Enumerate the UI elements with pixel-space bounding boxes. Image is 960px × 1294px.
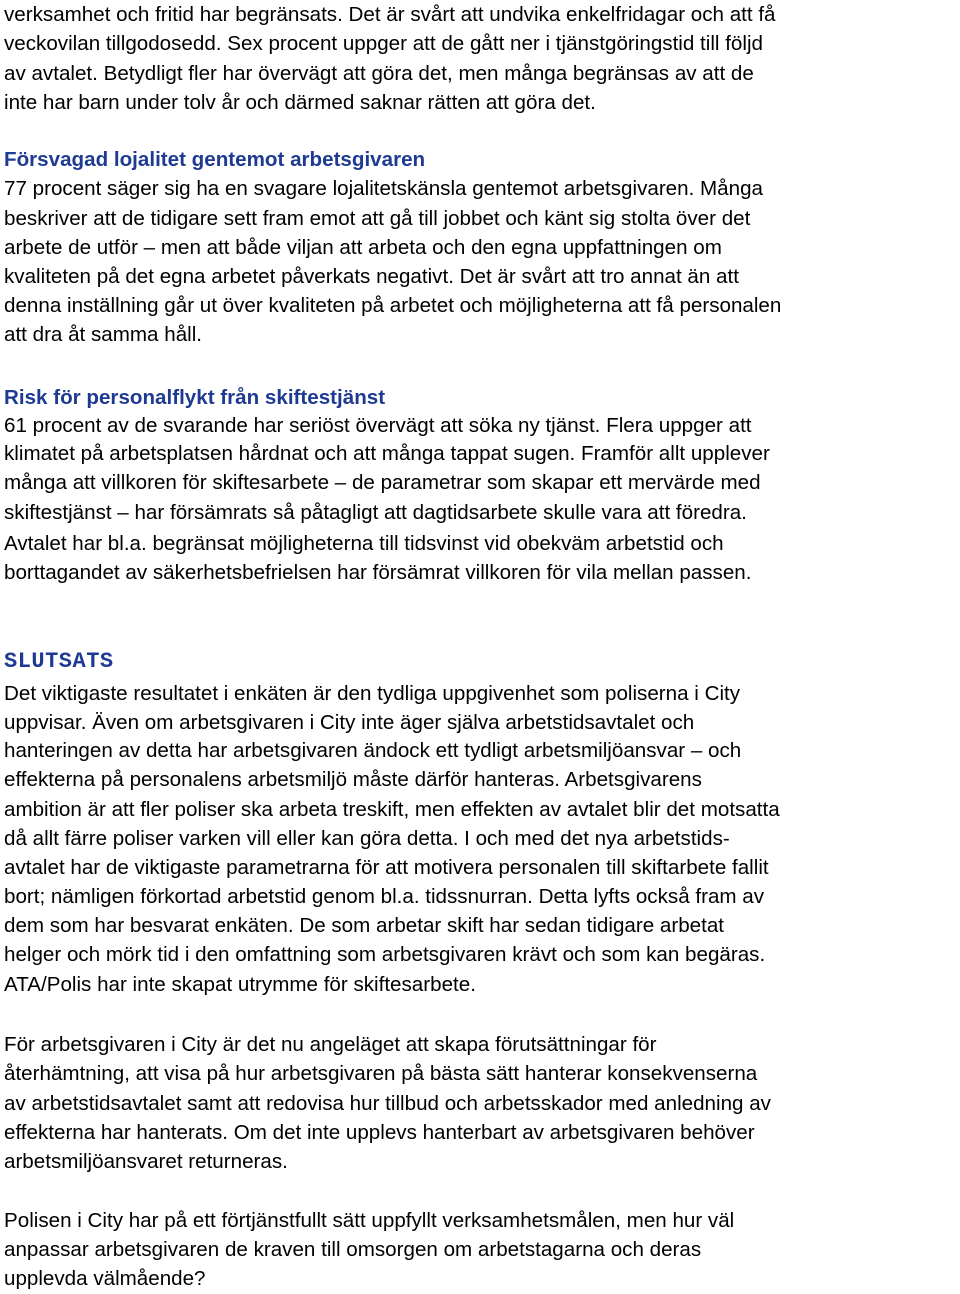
slutsats-p1-line-2: uppvisar. Även om arbetsgivaren i City inte äger själva arbetstidsavtalet och [4,711,695,734]
section-heading-lojalitet: Försvagad lojalitet gentemot arbetsgivaren [4,148,426,171]
slutsats-p1-line-4: effekterna på personalens arbetsmiljö måste därför hanteras. Arbetsgivarens [4,768,702,791]
slutsats-p1-line-8: bort; nämligen förkortad arbetstid genom bl.a. tidssnurran. Detta lyfts också fram av [4,885,765,908]
slutsats-p2-line-4: effekterna har hanterats. Om det inte upplevs hanterbart av arbetsgivaren behöver [4,1121,755,1144]
slutsats-p2-line-3: av arbetstidsavtalet samt att redovisa hur tillbud och arbetsskador med anledning av [4,1092,771,1115]
personalflykt-line-3: många att villkoren för skiftesarbete – de parametrar som skapar ett mervärde med [4,471,761,494]
slutsats-p1-line-6: då allt färre poliser varken vill eller kan göra detta. I och med det nya arbetstids- [4,827,730,850]
slutsats-p1-line-11: ATA/Polis har inte skapat utrymme för skiftesarbete. [4,973,476,996]
personalflykt-line-1: 61 procent av de svarande har seriöst övervägt att söka ny tjänst. Flera uppger att [4,414,752,437]
section-heading-personalflykt: Risk för personalflykt från skiftestjänst [4,386,386,409]
slutsats-p1-line-10: helger och mörk tid i den omfattning som arbetsgivaren krävt och som kan begäras. [4,943,766,966]
lojalitet-line-1: 77 procent säger sig ha en svagare lojalitetskänsla gentemot arbetsgivaren. Många [4,177,763,200]
lojalitet-line-3: arbete de utför – men att både viljan att arbeta och den egna uppfattningen om [4,236,722,259]
lojalitet-line-6: att dra åt samma håll. [4,323,203,346]
slutsats-p2-line-1: För arbetsgivaren i City är det nu angeläget att skapa förutsättningar för [4,1033,657,1056]
personalflykt-line-6: borttagandet av säkerhetsbefrielsen har försämrat villkoren för vila mellan passen. [4,561,752,584]
intro-line-4: inte har barn under tolv år och därmed saknar rätten att göra det. [4,91,596,114]
slutsats-p2-line-5: arbetsmiljöansvaret returneras. [4,1150,288,1173]
slutsats-heading: SLUTSATS [4,649,114,674]
slutsats-p1-line-3: hanteringen av detta har arbetsgivaren ändock ett tydligt arbetsmiljöansvar – och [4,739,742,762]
intro-line-1: verksamhet och fritid har begränsats. Det är svårt att undvika enkelfridagar och att få [4,3,776,26]
slutsats-p2-line-2: återhämtning, att visa på hur arbetsgivaren på bästa sätt hanterar konsekvenserna [4,1062,758,1085]
slutsats-p3-line-2: anpassar arbetsgivaren de kraven till omsorgen om arbetstagarna och deras [4,1238,702,1261]
intro-line-3: av avtalet. Betydligt fler har övervägt att göra det, men många begränsas av att de [4,62,754,85]
personalflykt-line-5: Avtalet har bl.a. begränsat möjligheterna till tidsvinst vid obekväm arbetstid och [4,532,724,555]
lojalitet-line-4: kvaliteten på det egna arbetet påverkats negativt. Det är svårt att tro annat än att [4,265,739,288]
slutsats-p1-line-7: avtalet har de viktigaste parametrarna för att motivera personalen till skiftarbete fallit [4,856,769,879]
slutsats-p1-line-1: Det viktigaste resultatet i enkäten är den tydliga uppgivenhet som poliserna i City [4,682,741,705]
intro-line-2: veckovilan tillgodosedd. Sex procent uppger att de gått ner i tjänstgöringstid till följd [4,32,763,55]
slutsats-p1-line-9: dem som har besvarat enkäten. De som arbetar skift har sedan tidigare arbetat [4,914,725,937]
personalflykt-line-2: klimatet på arbetsplatsen hårdnat och att många tappat sugen. Framför allt upplever [4,442,770,465]
personalflykt-line-4: skiftestjänst – har försämrats så påtagligt att dagtidsarbete skulle vara att föredra. [4,501,747,524]
lojalitet-line-5: denna inställning går ut över kvaliteten på arbetet och möjligheterna att få personalen [4,294,782,317]
lojalitet-line-2: beskriver att de tidigare sett fram emot att gå till jobbet och känt sig stolta över det [4,207,751,230]
slutsats-p3-line-3: upplevda välmående? [4,1267,206,1290]
slutsats-p1-line-5: ambition är att fler poliser ska arbeta treskift, men effekten av avtalet blir det motsatta [4,798,780,821]
slutsats-p3-line-1: Polisen i City har på ett förtjänstfullt sätt uppfyllt verksamhetsmålen, men hur väl [4,1209,735,1232]
